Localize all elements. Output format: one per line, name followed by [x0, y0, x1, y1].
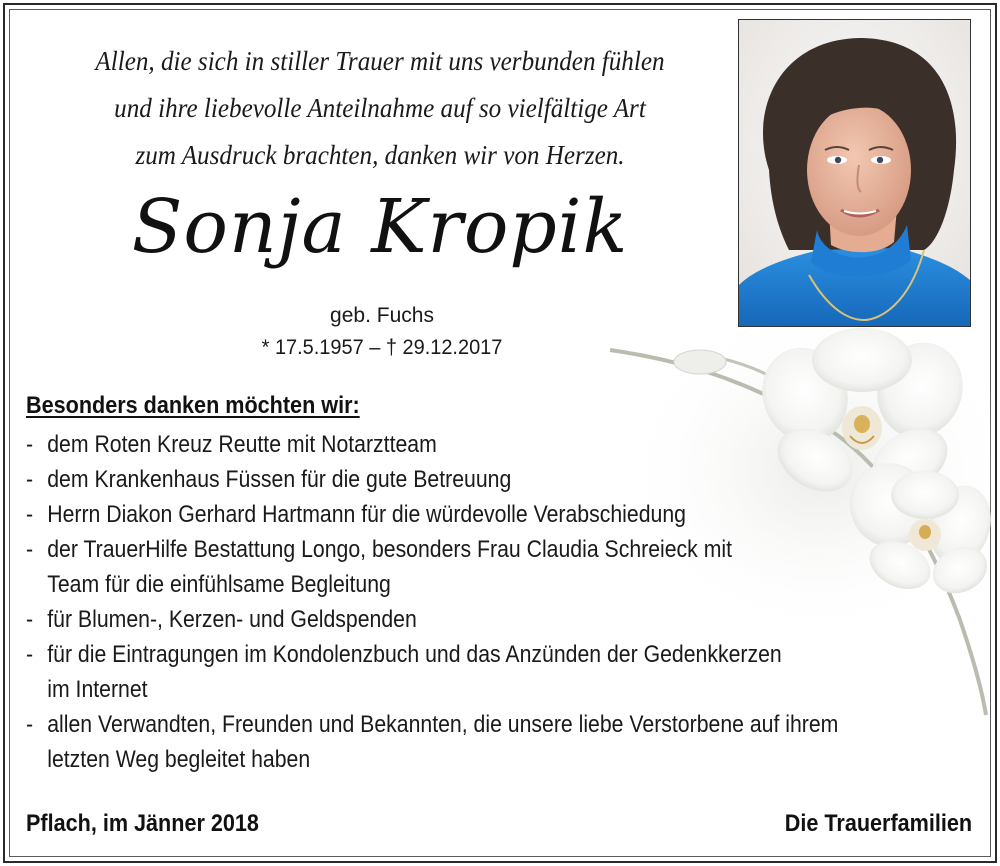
intro-line: und ihre liebevolle Anteilnahme auf so vielfältige Art	[114, 93, 646, 123]
list-item	[26, 427, 929, 462]
portrait-photo	[738, 19, 971, 327]
deceased-name: Sonja Kropik	[131, 184, 629, 270]
thanks-list	[26, 427, 929, 777]
list-item-text: dem Krankenhaus Füssen für die gute Betreuung	[47, 466, 512, 493]
list-item-text: für die Eintragungen im Kondolenzbuch und das Anzünden der Gedenkkerzen	[47, 641, 782, 668]
list-item	[26, 497, 929, 532]
thanks-heading: Besonders danken möchten wir:	[26, 392, 360, 419]
place-date: Pflach, im Jänner 2018	[26, 810, 259, 837]
list-item	[26, 637, 929, 707]
signature: Die Trauerfamilien	[784, 810, 972, 837]
intro-text	[55, 38, 706, 179]
bullet: -	[26, 431, 34, 458]
list-item-text-continued: im Internet	[47, 676, 148, 703]
list-item-text: Herrn Diakon Gerhard Hartmann für die würdevolle Verabschiedung	[47, 501, 686, 528]
bullet: -	[26, 536, 34, 563]
list-item-text: für Blumen-, Kerzen- und Geldspenden	[47, 606, 417, 633]
bullet: -	[26, 606, 34, 633]
list-item-text-continued: Team für die einfühlsame Begleitung	[47, 571, 391, 598]
birth-name: geb. Fuchs	[330, 304, 434, 327]
list-item-text: allen Verwandten, Freunden und Bekannten, die unsere liebe Verstorbene auf ihrem	[47, 711, 839, 738]
list-item	[26, 462, 929, 497]
bullet: -	[26, 711, 34, 738]
bullet: -	[26, 641, 34, 668]
intro-line: zum Ausdruck brachten, danken wir von Herzen.	[135, 140, 625, 170]
list-item	[26, 707, 929, 777]
list-item	[26, 532, 929, 602]
list-item-text-continued: letzten Weg begleitet haben	[47, 746, 311, 773]
list-item	[26, 602, 929, 637]
list-item-text: der TrauerHilfe Bestattung Longo, besonders Frau Claudia Schreieck mit	[47, 536, 733, 563]
bullet: -	[26, 466, 34, 493]
bullet: -	[26, 501, 34, 528]
list-item-text: dem Roten Kreuz Reutte mit Notarztteam	[47, 431, 437, 458]
life-dates: * 17.5.1957 – † 29.12.2017	[261, 336, 503, 359]
intro-line: Allen, die sich in stiller Trauer mit uns verbunden fühlen	[95, 46, 665, 76]
